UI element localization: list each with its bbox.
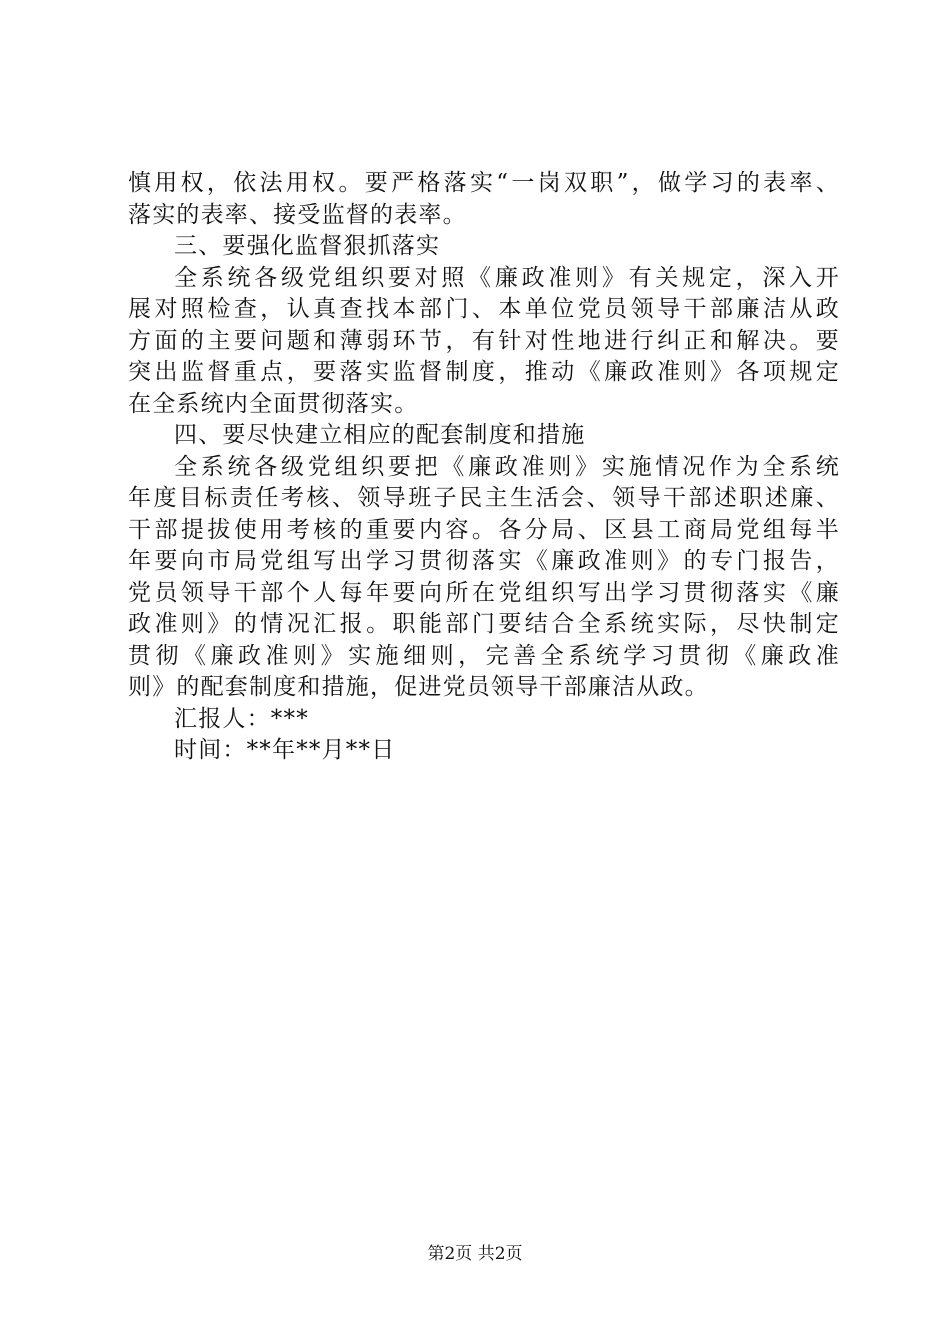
text-line: 在全系统内全面贯彻落实。 — [128, 390, 419, 417]
text-line: 落实的表率、接受监督的表率。 — [128, 201, 467, 228]
text-line: 年要向市局党组写出学习贯彻落实《廉政准则》的专门报告， — [128, 548, 840, 574]
text-line: 则》的配套制度和措施，促进党员领导干部廉洁从政。 — [128, 674, 709, 700]
section-heading: 三、要强化监督狠抓落实 — [174, 233, 441, 259]
text-line: 年度目标责任考核、领导班子民主生活会、领导干部述职述廉、 — [128, 485, 840, 511]
section-heading: 四、要尽快建立相应的配套制度和措施 — [174, 422, 586, 448]
text-line: 政准则》的情况汇报。职能部门要结合全系统实际，尽快制定 — [128, 611, 840, 637]
text-line: 贯彻《廉政准则》实施细则，完善全系统学习贯彻《廉政准 — [128, 642, 840, 669]
text-line: 党员领导干部个人每年要向所在党组织写出学习贯彻落实《廉 — [128, 579, 840, 606]
text-line: 慎用权，依法用权。要严格落实“一岗双职”，做学习的表率、 — [128, 170, 840, 196]
text-line: 方面的主要问题和薄弱环节，有针对性地进行纠正和解决。要 — [128, 327, 840, 354]
text-line: 突出监督重点，要落实监督制度，推动《廉政准则》各项规定 — [128, 359, 840, 385]
document-body — [128, 168, 840, 767]
text-line: 展对照检查，认真查找本部门、本单位党员领导干部廉洁从政 — [128, 296, 840, 322]
text-line: 干部提拔使用考核的重要内容。各分局、区县工商局党组每半 — [128, 516, 840, 543]
reporter-line: 汇报人：*** — [174, 705, 309, 732]
date-line: 时间：**年**月**日 — [174, 737, 396, 763]
text-line: 全系统各级党组织要对照《廉政准则》有关规定，深入开 — [174, 264, 840, 291]
text-line: 全系统各级党组织要把《廉政准则》实施情况作为全系统 — [174, 453, 840, 480]
page-number-footer: 第2页 共2页 — [427, 1244, 523, 1264]
